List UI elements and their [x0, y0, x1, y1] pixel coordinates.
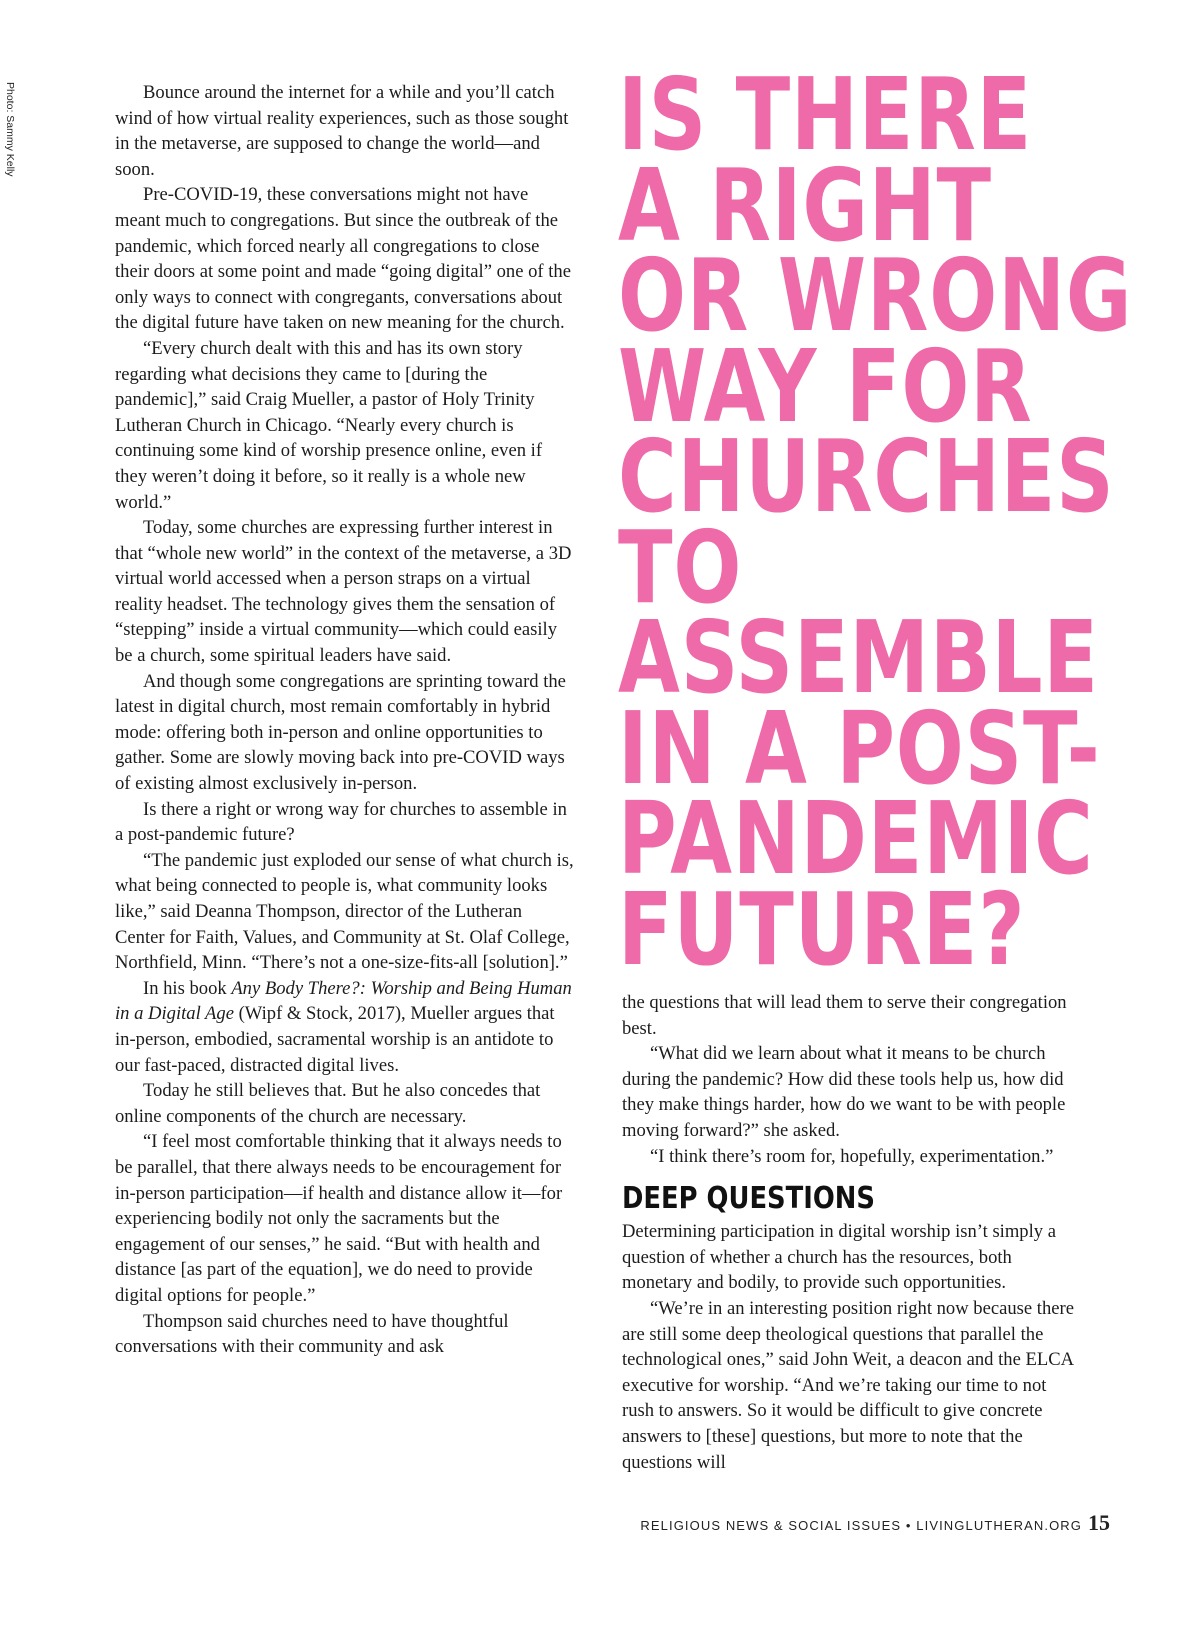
- headline-line: TO: [618, 508, 743, 626]
- headline-line: CHURCHES: [618, 418, 1115, 535]
- paragraph: “The pandemic just exploded our sense of what church is, what being connected to people is, what community looks like,” said Deanna Thompson, director of the Lutheran Center for Faith, Values, and Community at St. Olaf College, Northfield, Minn. “There’s not a one-size-fits-all [solution].”: [115, 849, 574, 974]
- section-subhead: DEEP QUESTIONS: [622, 1181, 875, 1217]
- right-column: [622, 990, 1082, 1475]
- paragraph: “I feel most comfortable thinking that it always needs to be parallel, that there always needs to be encouragement for in-person participation—if health and distance allow it—for experiencing bodily not only the sacraments but the engagement of our senses,” he said. “But with health and distance [as part of the equation], we do need to provide digital options for people.”: [115, 1131, 563, 1306]
- headline-line: WAY FOR: [618, 327, 1033, 445]
- headline-line: FUTURE?: [618, 870, 1026, 988]
- paragraph: Determining participation in digital worship isn’t simply a question of whether a church has the resources, both monetary and bodily, to provide such opportunities.: [622, 1221, 1056, 1294]
- book-title: Any Body There?: Worship and Being Human in a Digital Age: [115, 977, 572, 1025]
- headline-line: IS THERE: [618, 56, 1033, 173]
- headline-line: PANDEMIC: [618, 780, 1094, 897]
- paragraph: Thompson said churches need to have thoughtful conversations with their community and ask: [115, 1310, 509, 1358]
- paragraph: Is there a right or wrong way for churches to assemble in a post-pandemic future?: [115, 798, 567, 846]
- photo-credit: Photo: Sammy Kelly: [4, 82, 16, 177]
- paragraph: “I think there’s room for, hopefully, experimentation.”: [650, 1145, 1054, 1167]
- headline-line: A RIGHT: [618, 146, 992, 264]
- footer-section: RELIGIOUS NEWS & SOCIAL ISSUES • LIVINGLUTHERAN.ORG: [640, 1518, 1082, 1533]
- paragraph: Pre-COVID-19, these conversations might not have meant much to congregations. But since the outbreak of the pandemic, which forced nearly all congregations to close their doors at some point and made “going digital” one of the only ways to connect with congregants, conversations about the digital future have taken on new meaning for the church.: [115, 184, 571, 334]
- paragraph: “Every church dealt with this and has its own story regarding what decisions they came to [during the pandemic],” said Craig Mueller, a pastor of Holy Trinity Lutheran Church in Chicago. “Nearly every church is continuing some kind of worship presence online, even if they weren’t doing it before, so it really is a whole new world.”: [115, 337, 543, 513]
- paragraph: Bounce around the internet for a while and you’ll catch wind of how virtual reality experiences, such as those sought in the metaverse, are supposed to change the world—and soon.: [115, 82, 569, 180]
- paragraph: the questions that will lead them to serve their congregation best.: [622, 992, 1067, 1039]
- page-number: 15: [1088, 1510, 1110, 1535]
- headline-line: ASSEMBLE: [618, 599, 1099, 716]
- book-rest: (Wipf & Stock, 2017), Mueller argues that in-person, embodied, sacramental worship is an antidote to our fast-paced, distracted digital lives.: [115, 1003, 555, 1076]
- paragraph: And though some congregations are sprinting toward the latest in digital church, most remain comfortably in hybrid mode: offering both in-person and online opportunities to gather. Some are slowly moving back into pre-COVID ways of existing almost exclusively in-person.: [115, 670, 566, 795]
- paragraph: “What did we learn about what it means to be church during the pandemic? How did these tools help us, how did they make things harder, how do we want to be with people moving forward?” she asked.: [622, 1043, 1066, 1141]
- page-footer: [640, 1510, 1110, 1536]
- headline-line: IN A POST-: [618, 689, 1101, 807]
- paragraph: Today he still believes that. But he also concedes that online components of the church are necessary.: [115, 1080, 541, 1127]
- left-column: [115, 80, 575, 1360]
- paragraph: Today, some churches are expressing further interest in that “whole new world” in the context of the metaverse, a 3D virtual world accessed when a person straps on a virtual reality headset. The technology gives them the sensation of “stepping” inside a virtual community—which could easily be a church, some spiritual leaders have said.: [115, 517, 572, 667]
- book-paragraph: [115, 976, 575, 1078]
- headline: [618, 56, 1158, 988]
- book-intro: In his book: [143, 977, 232, 999]
- headline-line: OR WRONG: [618, 237, 1133, 354]
- paragraph: “We’re in an interesting position right now because there are still some deep theological questions that parallel the technological ones,” said John Weit, a deacon and the ELCA executive for worship. “And we’re taking our time to not rush to answers. So it would be difficult to give concrete answers to [these] questions, but more to note that the questions will: [622, 1297, 1074, 1473]
